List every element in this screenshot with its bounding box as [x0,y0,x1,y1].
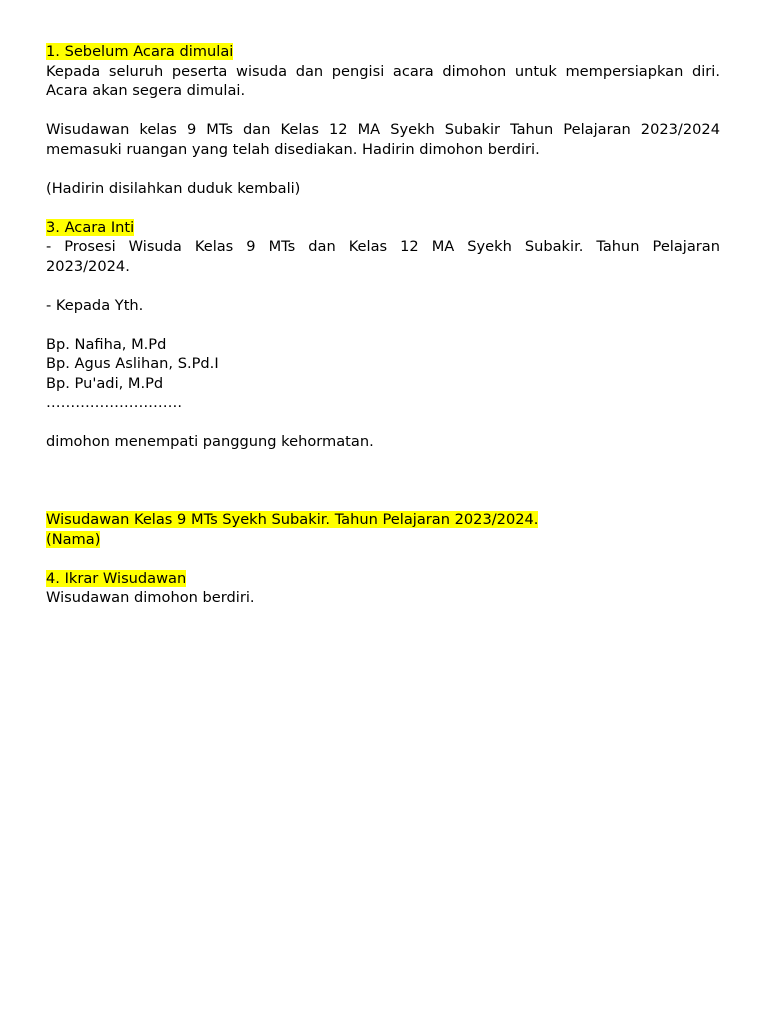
section-1-para-2-line-2: memasuki ruangan yang telah disediakan. Hadirin dimohon berdiri. [46,140,540,158]
blank-line [46,198,720,218]
section-1-line-1: Kepada seluruh peserta wisuda dan pengisi acara dimohon untuk mempersiapkan diri. [46,62,720,80]
section-4-line-1: Wisudawan dimohon berdiri. [46,589,255,606]
nama-highlight: (Nama) [46,530,101,548]
section-3-line-1: - Prosesi Wisuda Kelas 9 MTs dan Kelas 12 MA Syekh Subakir. Tahun Pelajaran [46,238,720,255]
blank-line [46,452,720,472]
honoree-name: Bp. Nafiha, M.Pd [46,335,167,353]
blank-line [46,276,720,296]
blank-line [46,491,720,511]
section-3-heading-line [46,218,720,238]
section-3-line-2: 2023/2024. [46,257,130,275]
blank-line [46,315,720,335]
blank-line [46,413,720,433]
section-3-heading: 3. Acara Inti [46,218,135,236]
section-1-para-3: (Hadirin disilahkan duduk kembali) [46,179,301,197]
section-3-panggung: dimohon menempati panggung kehormatan. [46,433,374,450]
section-1-para-2-line-1: Wisudawan kelas 9 MTs dan Kelas 12 MA Syekh Subakir Tahun Pelajaran 2023/2024 [46,121,720,138]
section-1-line-2: Acara akan segera dimulai. [46,82,246,99]
honoree-name: Bp. Pu'adi, M.Pd [46,374,164,392]
honoree-name-placeholder: ………………………. [46,394,182,411]
section-1-heading-line [46,42,720,62]
section-4-heading: 4. Ikrar Wisudawan [46,569,187,587]
document-body [46,42,720,608]
nama-line [46,530,720,550]
honoree-name: Bp. Agus Aslihan, S.Pd.I [46,355,219,372]
blank-line [46,159,720,179]
wisudawan-highlight: Wisudawan Kelas 9 MTs Syekh Subakir. Tahun Pelajaran 2023/2024. [46,511,539,528]
blank-line [46,471,720,491]
blank-line [46,101,720,121]
section-4-heading-line [46,569,720,589]
blank-line [46,549,720,569]
section-1-heading: 1. Sebelum Acara dimulai [46,43,234,60]
wisudawan-line [46,510,720,530]
section-3-kepada: - Kepada Yth. [46,296,144,314]
